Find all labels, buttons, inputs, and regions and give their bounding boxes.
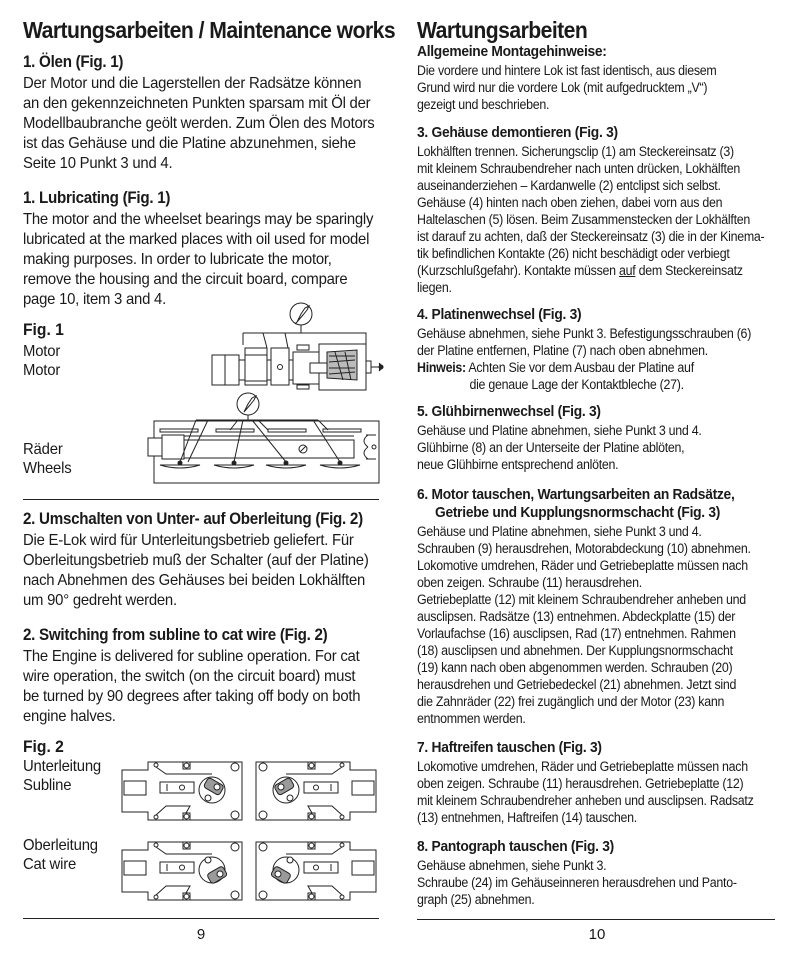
- text-line: ausclipsen. Radsätze (13) entnehmen. Abdeckplatte (15) der: [417, 609, 736, 624]
- section-3-body: [417, 143, 764, 296]
- section-4-body: [417, 325, 751, 393]
- text-line: neue Glühbirne entsprechend anlöten.: [417, 457, 619, 472]
- text-line: die genaue Lage der Kontaktbleche (27).: [469, 377, 684, 392]
- text-line: nach Abnehmen des Gehäuses bei beiden Lokhälften: [23, 572, 366, 589]
- text-segment: dem Steckereinsatz: [635, 263, 743, 278]
- text-line: liegen.: [417, 280, 452, 295]
- section-8-heading: 8. Pantograph tauschen (Fig. 3): [417, 838, 614, 855]
- fig-2-subline-de-label: Unterleitung: [23, 758, 102, 775]
- text-line: Gehäuse abnehmen, siehe Punkt 3. Befestigungsschrauben (6): [417, 326, 752, 341]
- text-line: Die vordere und hintere Lok ist fast identisch, aus diesem: [417, 63, 717, 78]
- fig-1-motor-en-label: Motor: [23, 362, 61, 379]
- text-line: Gehäuse abnehmen, siehe Punkt 3.: [417, 858, 607, 873]
- text-line: Modellbaubranche geölt werden. Zum Ölen des Motors: [23, 115, 375, 132]
- catwire-left-board: [122, 842, 242, 900]
- underlined-word: auf: [618, 263, 636, 278]
- section-5-body: [417, 422, 702, 473]
- fig-2-title: Fig. 2: [23, 737, 64, 756]
- text-line: Die E-Lok wird für Unterleitungsbetrieb geliefert. Für: [23, 532, 354, 549]
- text-line: Gehäuse und Platine abnehmen, siehe Punkt 3 und 4.: [417, 423, 702, 438]
- general-body: [417, 62, 717, 113]
- footer-rule: [23, 918, 379, 919]
- section-6-heading-line-2: Getriebe und Kupplungsnormschacht (Fig. 3): [435, 504, 721, 521]
- text-line: mit kleinem Schraubendreher anheben und ausclipsen. Radsatz: [417, 793, 754, 808]
- text-line: Schraube (24) im Gehäuseinneren herausdrehen und Panto-: [417, 875, 737, 890]
- subline-left-board: [122, 762, 242, 820]
- section-1-de-heading: 1. Ölen (Fig. 1): [23, 53, 124, 71]
- left-page-title: Wartungsarbeiten / Maintenance works: [23, 17, 396, 43]
- catwire-right-board: [256, 842, 376, 900]
- fig-1-motor-de-label: Motor: [23, 343, 61, 360]
- fig-1-title: Fig. 1: [23, 320, 64, 339]
- text-line: gezeigt und beschrieben.: [417, 97, 550, 112]
- text-line: ist darauf zu achten, daß der Steckereinsatz (3) die in der Kinema-: [417, 229, 765, 244]
- section-2-de-heading: 2. Umschalten von Unter- auf Oberleitung (Fig. 2): [23, 510, 363, 528]
- text-line: entnommen werden.: [417, 711, 526, 726]
- text-line: engine halves.: [23, 708, 116, 725]
- text-line: die Zahnräder (22) frei zugänglich und der Motor (23) kann: [417, 694, 725, 709]
- text-line: oben zeigen. Schraube (11) herausdrehen. Getriebeplatte (12): [417, 776, 744, 791]
- text-line: page 10, item 3 and 4.: [23, 291, 166, 308]
- page-number: 10: [588, 926, 606, 943]
- text-line: Der Motor und die Lagerstellen der Radsätze können: [23, 75, 362, 92]
- text-line: (18) ausclipsen und abnehmen. Der Kupplungsnormschacht: [417, 643, 733, 658]
- text-line: Glühbirne (8) an der Unterseite der Platine ablöten,: [417, 440, 685, 455]
- text-line: Seite 10 Punkt 3 und 4.: [23, 155, 173, 172]
- right-page: [400, 0, 800, 957]
- section-5-heading: 5. Glühbirnenwechsel (Fig. 3): [417, 403, 601, 420]
- text-line: um 90° gedreht werden.: [23, 592, 177, 609]
- divider: [23, 499, 379, 500]
- text-segment: (Kurzschlußgefahr). Kontakte müssen: [417, 263, 619, 278]
- section-2-de-body: [23, 531, 369, 611]
- text-line: lubricated at the marked places with oil used for model: [23, 231, 370, 248]
- text-line: [417, 359, 751, 376]
- fig-1-wheels-de-label: Räder: [23, 441, 63, 458]
- text-line: an den gekennzeichneten Punkten sparsam mit Öl der: [23, 95, 371, 112]
- section-1-en-body: [23, 210, 373, 310]
- section-2-en-body: [23, 647, 360, 727]
- text-line: oben zeigen. Schraube (11) herausdrehen.: [417, 575, 642, 590]
- text-line: ist das Gehäuse und die Platine abzunehmen, siehe: [23, 135, 356, 152]
- text-line: tik befindlichen Kontakte (26) nicht beschädigt oder verbiegt: [417, 246, 730, 261]
- section-6-heading-line-1: 6. Motor tauschen, Wartungsarbeiten an Radsätze,: [417, 486, 735, 503]
- wheels-diagram: [148, 392, 388, 487]
- section-7-heading: 7. Haftreifen tauschen (Fig. 3): [417, 739, 602, 756]
- text-line: [417, 262, 764, 279]
- section-3-heading: 3. Gehäuse demontieren (Fig. 3): [417, 124, 618, 141]
- note-label: Hinweis:: [417, 360, 466, 375]
- text-line: Schrauben (9) herausdrehen, Motorabdeckung (10) abnehmen.: [417, 541, 751, 556]
- text-line: Lokomotive umdrehen, Räder und Getriebeplatte müssen nach: [417, 759, 748, 774]
- text-line: Vorlaufachse (16) ausclipsen, Rad (17) entnehmen. Rahmen: [417, 626, 736, 641]
- text-line: The motor and the wheelset bearings may be sparingly: [23, 211, 374, 228]
- fig-2-catwire-en-label: Cat wire: [23, 856, 77, 873]
- oil-can-icon: [290, 303, 312, 325]
- text-line: Lokhälften trennen. Sicherungsclip (1) am Steckereinsatz (3): [417, 144, 734, 159]
- text-line: making purposes. In order to lubricate the motor,: [23, 251, 332, 268]
- general-heading: Allgemeine Montagehinweise:: [417, 43, 607, 60]
- text-line: remove the housing and the circuit board, compare: [23, 271, 348, 288]
- note-text: Achten Sie vor dem Ausbau der Platine auf: [465, 360, 694, 375]
- page-number: 9: [196, 926, 206, 943]
- section-6-body: [417, 523, 751, 727]
- text-line: der Platine entfernen, Platine (7) nach oben abnehmen.: [417, 343, 708, 358]
- text-line: Gehäuse (4) hinten nach oben ziehen, dabei vorn aus den: [417, 195, 723, 210]
- section-1-en-heading: 1. Lubricating (Fig. 1): [23, 189, 171, 207]
- section-2-en-heading: 2. Switching from subline to cat wire (Fig. 2): [23, 626, 328, 644]
- text-line: mit kleinem Schraubendreher nach unten drücken, Lokhälften: [417, 161, 740, 176]
- switch-diagram: [120, 758, 380, 913]
- subline-right-board: [256, 762, 376, 820]
- text-line: auseinanderziehen – Kardanwelle (2) entclipst sich selbst.: [417, 178, 721, 193]
- fig-2-catwire-de-label: Oberleitung: [23, 837, 98, 854]
- text-line: Haltelaschen (5) lösen. Beim Zusammenstecken der Lokhälften: [417, 212, 751, 227]
- text-line: Grund wird nur die vordere Lok (mit aufgedrucktem „V“): [417, 80, 708, 95]
- motor-diagram: [205, 300, 395, 395]
- text-line: (13) entnehmen, Haftreifen (14) tauschen.: [417, 810, 637, 825]
- text-line: Oberleitungsbetrieb muß der Schalter (auf der Platine): [23, 552, 369, 569]
- oil-can-icon: [237, 393, 259, 415]
- text-line: wire operation, the switch (on the circuit board) must: [23, 668, 356, 685]
- fig-2-subline-en-label: Subline: [23, 777, 72, 794]
- text-line: be turned by 90 degrees after taking off body on both: [23, 688, 361, 705]
- text-line: The Engine is delivered for subline operation. For cat: [23, 648, 360, 665]
- fig-1-wheels-en-label: Wheels: [23, 460, 72, 477]
- section-1-de-body: [23, 74, 374, 174]
- section-8-body: [417, 857, 737, 908]
- text-line: Lokomotive umdrehen, Räder und Getriebeplatte müssen nach: [417, 558, 748, 573]
- footer-rule: [417, 919, 775, 920]
- section-7-body: [417, 758, 754, 826]
- text-line: graph (25) abnehmen.: [417, 892, 535, 907]
- section-4-heading: 4. Platinenwechsel (Fig. 3): [417, 306, 582, 323]
- text-line: (19) kann nach oben abgenommen werden. Schrauben (20): [417, 660, 733, 675]
- text-line: herausdrehen und Getriebedeckel (21) abnehmen. Jetzt sind: [417, 677, 737, 692]
- text-line: Getriebeplatte (12) mit kleinem Schraubendreher anheben und: [417, 592, 746, 607]
- wheelset-bottom: [160, 461, 360, 468]
- text-line: Gehäuse und Platine abnehmen, siehe Punkt 3 und 4.: [417, 524, 702, 539]
- right-page-title: Wartungsarbeiten: [417, 17, 588, 43]
